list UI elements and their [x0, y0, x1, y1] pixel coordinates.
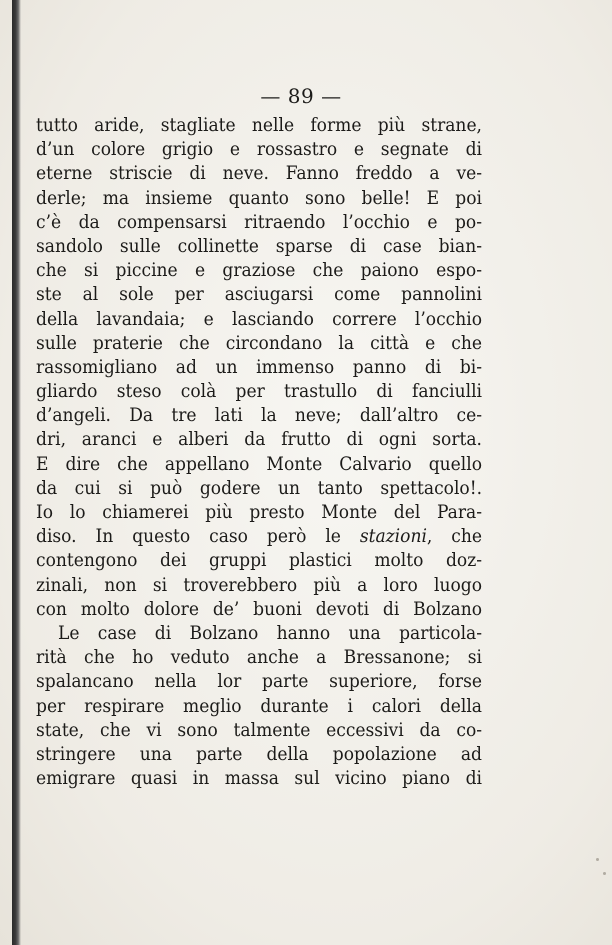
- text-line: [36, 548, 482, 572]
- text-line: [36, 137, 482, 161]
- text-line: [36, 476, 482, 500]
- text-line-content: per respirare meglio durante i calori della: [36, 694, 482, 717]
- text-line: [36, 500, 482, 524]
- text-line-content: ste al sole per asciugarsi come pannolini: [36, 283, 482, 306]
- text-line-content: emigrare quasi in massa sul vicino piano di: [36, 767, 482, 790]
- text-line-content: con molto dolore de’ buoni devoti di Bolzano: [36, 597, 482, 620]
- text-line-content: zinali, non si troverebbero più a loro luogo: [36, 573, 482, 596]
- text-line-content: dri, aranci e alberi da frutto di ogni sorta.: [36, 428, 482, 451]
- text-line: [36, 186, 482, 210]
- italic-term: stazioni: [359, 525, 427, 548]
- body-text: [36, 113, 482, 790]
- text-line-content: gliardo steso colà per trastullo di fanciulli: [36, 380, 482, 403]
- page-number: — 89 —: [260, 84, 342, 108]
- text-line: [36, 742, 482, 766]
- text-line-content: stringere una parte della popolazione ad: [36, 742, 482, 765]
- text-line-content: eterne striscie di neve. Fanno freddo a ve-: [36, 162, 482, 185]
- text-line-content: contengono dei gruppi plastici molto doz-: [36, 549, 482, 572]
- text-line-content: d’un colore grigio e rossastro e segnate di: [36, 138, 482, 161]
- text-line: [36, 331, 482, 355]
- text-line: [36, 573, 482, 597]
- text-line: [36, 355, 482, 379]
- text-line-content: spalancano nella lor parte superiore, forse: [36, 670, 482, 693]
- text-line: [36, 234, 482, 258]
- text-line-content: derle; ma insieme quanto sono belle! E poi: [36, 186, 482, 209]
- text-line-content: tutto aride, stagliate nelle forme più strane,: [36, 114, 482, 136]
- text-line: [36, 669, 482, 693]
- text-line: [36, 427, 482, 451]
- text-line-tail: , che: [426, 525, 482, 548]
- text-line-content: diso. In questo caso però le: [36, 525, 360, 548]
- paper-speck: [596, 858, 599, 861]
- text-line-content: rassomigliano ad un immenso panno di bi-: [36, 355, 482, 378]
- text-line-content: state, che vi sono talmente eccessivi da co-: [36, 718, 482, 741]
- text-line: [36, 452, 482, 476]
- text-line: [36, 621, 482, 645]
- text-line: [36, 718, 482, 742]
- text-line-content: d’angeli. Da tre lati la neve; dall’altro ce-: [36, 404, 482, 427]
- text-line: [36, 645, 482, 669]
- text-line: [36, 210, 482, 234]
- text-line-content: sandolo sulle collinette sparse di case bian-: [36, 234, 482, 257]
- text-line: [36, 307, 482, 331]
- text-line-content: della lavandaia; e lasciando correre l’occhio: [36, 307, 482, 330]
- text-line: [36, 524, 482, 548]
- text-line-content: sulle praterie che circondano la città e che: [36, 331, 482, 354]
- text-line-content: da cui si può godere un tanto spettacolo!.: [36, 476, 482, 499]
- text-line: [36, 766, 482, 790]
- text-line-content: c’è da compensarsi ritraendo l’occhio e po-: [36, 210, 482, 233]
- text-line: [36, 379, 482, 403]
- text-line: [36, 694, 482, 718]
- text-line-content: Io lo chiamerei più presto Monte del Para-: [36, 501, 482, 523]
- page-binding-edge: [12, 0, 21, 945]
- text-line: [36, 282, 482, 306]
- text-line-content: che si piccine e graziose che paiono espo-: [36, 259, 482, 282]
- text-line: [36, 113, 482, 137]
- paper-speck: [603, 872, 606, 875]
- text-line: [36, 597, 482, 621]
- text-line: [36, 403, 482, 427]
- text-line: [36, 258, 482, 282]
- text-line-content: Le case di Bolzano hanno una particola-: [58, 621, 482, 644]
- text-line-content: rità che ho veduto anche a Bressanone; si: [36, 646, 482, 669]
- text-line-content: E dire che appellano Monte Calvario quello: [36, 452, 482, 475]
- text-line: [36, 161, 482, 185]
